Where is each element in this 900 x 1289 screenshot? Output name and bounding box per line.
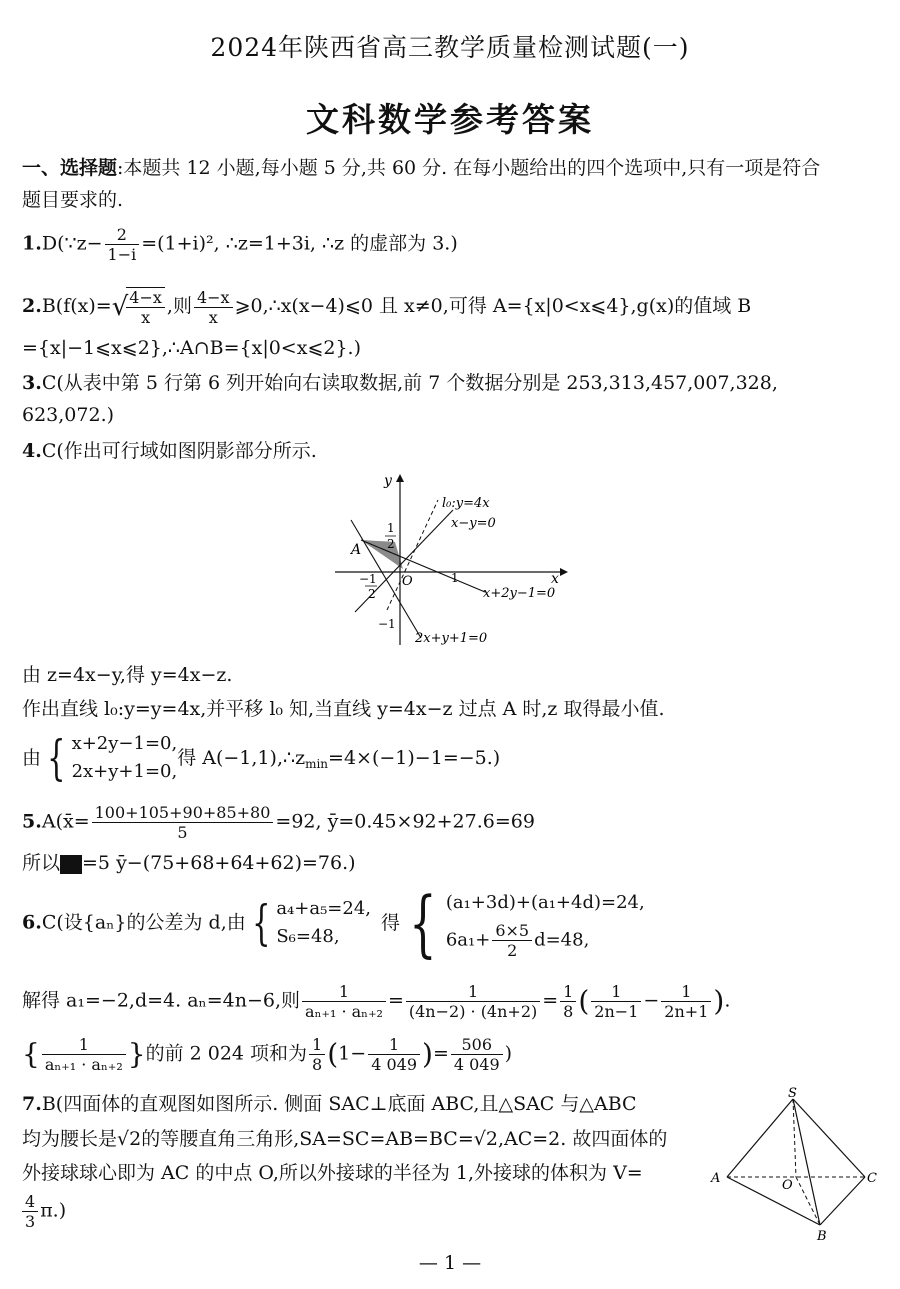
q4-equations	[72, 730, 178, 786]
vertex-b-label: B	[817, 1229, 827, 1244]
tick-neg-half-den: 2	[368, 587, 376, 601]
q5-line2-b: =5 ȳ−(75+68+64+62)=76.)	[82, 852, 356, 874]
q6-f4-num: 1	[591, 982, 641, 1002]
tick-neg-half-num: −1	[359, 572, 377, 586]
q6-l3-frac	[42, 1035, 126, 1074]
point-a-label: A	[351, 542, 362, 558]
section-intro-text: :本题共 12 小题,每小题 5 分,共 60 分. 在每小题给出的四个选项中,只有一项是符合	[117, 157, 821, 179]
edge-ob-hidden	[796, 1177, 820, 1225]
q5-text-a: A(x̄=	[41, 810, 90, 833]
edge-sb	[793, 1099, 820, 1225]
q2-text-a: B(f(x)=	[41, 295, 112, 317]
q6-l3-f1-num: 1	[309, 1035, 325, 1055]
q6-f1	[302, 982, 386, 1021]
q2-text-b: ,则	[166, 295, 192, 317]
q6-sys1-eq2: S₆=48,	[276, 925, 340, 947]
period: .	[724, 989, 731, 1012]
section-intro-line2: 题目要求的.	[22, 189, 124, 211]
q6-system-2	[446, 885, 645, 960]
q6-sys2-tail: d=48,	[534, 929, 590, 951]
q4-sys-pre: 由	[22, 747, 42, 769]
q6-l3-f3-den: 4 049	[453, 1055, 500, 1074]
l3-label: 2x+y+1=0	[415, 631, 488, 646]
q4-sys-post: 得 A(−1,1),∴z	[177, 747, 306, 769]
q7-frac	[22, 1192, 38, 1231]
q2	[22, 287, 882, 327]
q6-l3-f1	[309, 1035, 325, 1074]
q7-line3: 外接球球心即为 AC 的中点 O,所以外接球的半径为 1,外接球的体积为 V=	[22, 1162, 643, 1184]
q3-line1: C(从表中第 5 行第 6 列开始向右读取数据,前 7 个数据分别是 253,313,457,007,328,	[41, 372, 778, 394]
q6-sys2-eq2-a: 6a₁+	[445, 929, 491, 951]
q6-sys2-frac-num: 6×5	[492, 921, 532, 941]
paren-open: (	[578, 984, 590, 1018]
q6-f3	[560, 982, 576, 1021]
y-axis-label: y	[384, 473, 392, 489]
q6-brace-1: {	[251, 894, 271, 951]
tick-half-num: 1	[387, 521, 395, 535]
x-axis-label: x	[551, 571, 559, 587]
q4-brace: {	[47, 730, 66, 786]
center-o-label: O	[782, 1178, 793, 1193]
section-intro	[22, 156, 882, 180]
l1-label: x−y=0	[451, 516, 496, 531]
q6-f4-den: 2n−1	[594, 1002, 639, 1021]
tick-one: 1	[451, 571, 459, 585]
q6-f1-num: 1	[302, 982, 386, 1002]
q7-line2: 均为腰长是√2的等腰直角三角形,SA=SC=AB=BC=√2,AC=2. 故四面体的	[22, 1128, 668, 1150]
q5-num: 5.	[22, 810, 42, 833]
q1	[22, 225, 882, 264]
q6-sys2-frac	[492, 921, 532, 960]
q7-line4	[22, 1192, 712, 1231]
page-number: — 1 —	[418, 1252, 482, 1274]
q1-text-a: D(∵z−	[41, 232, 103, 255]
minus-sign: −	[643, 989, 660, 1012]
one: 1−	[338, 1042, 367, 1065]
q7-frac-den: 3	[25, 1212, 36, 1231]
q4-line-b: 作出直线 l₀:y=y=4x,并平移 l₀ 知,当直线 y=4x−z 过点 A 时,z 取得最小值.	[22, 698, 665, 720]
q7-num: 7.	[22, 1093, 42, 1115]
tick-neg-one: −1	[378, 617, 396, 631]
q6-l3-f2-den: 4 049	[371, 1055, 417, 1074]
set-close: }	[127, 1037, 146, 1071]
edge-sa	[727, 1099, 793, 1177]
q5-fraction	[92, 803, 274, 842]
q5	[22, 803, 882, 842]
vertex-a-label: A	[711, 1171, 721, 1186]
q4-eq2: 2x+y+1=0,	[71, 761, 178, 782]
q6-l3-f2-num: 1	[368, 1035, 420, 1055]
tick-half-den: 2	[387, 537, 395, 551]
q2-num: 2.	[22, 295, 42, 317]
q2-sqrt-den: x	[141, 308, 151, 327]
q6-l3-f1-den: 8	[312, 1055, 323, 1074]
q4	[22, 439, 882, 463]
q7-frac-num: 4	[22, 1192, 38, 1212]
x-axis-arrow	[560, 568, 568, 576]
q6-line3-a: 的前 2 024 项和为	[145, 1042, 308, 1065]
q4-text: C(作出可行域如图阴影部分所示.	[41, 440, 317, 462]
q6-line3	[22, 1035, 882, 1074]
q1-frac-den: 1−i	[107, 245, 137, 264]
q6-sys2-eq2	[446, 921, 645, 960]
paren-open-2: (	[327, 1037, 339, 1071]
eq-sign-1: =	[387, 989, 404, 1012]
q3-num: 3.	[22, 372, 42, 394]
q6-f2-den: (4n−2) · (4n+2)	[408, 1002, 538, 1021]
blank-block	[60, 855, 82, 874]
q5-text-b: =92, ȳ=0.45×92+27.6=69	[275, 810, 535, 833]
q6-f5-den: 2n+1	[664, 1002, 709, 1021]
q4-sub-min: min	[305, 756, 329, 771]
set-open: {	[22, 1037, 40, 1071]
l2-label: x+2y−1=0	[483, 586, 556, 601]
q5-frac-den: 5	[177, 823, 188, 842]
q5-line2	[22, 851, 882, 875]
edge-ab	[727, 1177, 820, 1225]
q6-text-b: 得	[381, 911, 401, 934]
q2-text-c: ⩾0,∴x(x−4)⩽0 且 x≠0,可得 A={x|0<x⩽4},g(x)的值域 B	[234, 295, 752, 317]
q6-f2-num: 1	[406, 982, 540, 1002]
q1-fraction	[105, 225, 140, 264]
q6-f4	[591, 982, 641, 1021]
paren-close-2: )	[422, 1037, 433, 1071]
q6-l3-f3	[451, 1035, 503, 1074]
vertex-s-label: S	[788, 1086, 797, 1101]
q3-line2: 623,072.)	[22, 404, 115, 426]
feasible-region-graph	[325, 470, 575, 650]
eq-sign-2: =	[542, 989, 559, 1012]
q6-l3-f3-num: 506	[451, 1035, 503, 1055]
q4-eq1: x+2y−1=0,	[71, 733, 178, 754]
q2-frac-num: 4−x	[194, 288, 233, 308]
q6-sys2-eq1: (a₁+3d)+(a₁+4d)=24,	[445, 892, 645, 913]
q3	[22, 371, 882, 395]
paren-close: )	[713, 984, 725, 1018]
close-paren: )	[504, 1042, 513, 1065]
y-axis-arrow	[396, 474, 404, 482]
q4-num: 4.	[22, 440, 42, 462]
q2-sqrt-num: 4−x	[126, 288, 165, 308]
doc-title: 文科数学参考答案	[306, 100, 594, 139]
line-x-plus-2y	[361, 540, 485, 592]
q6-l3-frac-num: 1	[42, 1035, 126, 1055]
q4-line-a: 由 z=4x−y,得 y=4x−z.	[22, 664, 233, 686]
q7-line1: B(四面体的直观图如图所示. 侧面 SAC⊥底面 ABC,且△SAC 与△ABC	[41, 1093, 637, 1115]
q6-text-a: C(设{aₙ}的公差为 d,由	[41, 911, 246, 934]
q1-frac-num: 2	[105, 225, 140, 245]
q2-sqrt-fraction	[126, 287, 165, 327]
q6-l3-frac-den: aₙ₊₁ · aₙ₊₂	[44, 1055, 123, 1074]
q6-sys1-eq1: a₄+a₅=24,	[276, 897, 371, 919]
q4-sys-tail: =4×(−1)−1=−5.)	[328, 747, 501, 769]
q5-line2-a: 所以	[22, 852, 61, 874]
q2-frac-den: x	[208, 307, 218, 327]
q6-l3-f2	[368, 1035, 420, 1074]
tetrahedron-figure	[705, 1085, 885, 1245]
eq-sign-3: =	[432, 1042, 449, 1065]
vertex-c-label: C	[867, 1171, 877, 1186]
l0-label: l₀:y=4x	[442, 496, 490, 511]
q6-num: 6.	[22, 911, 42, 934]
q6-f3-den: 8	[563, 1002, 574, 1021]
q6-f5	[661, 982, 711, 1021]
q6-sys2-frac-den: 2	[507, 941, 518, 960]
q1-num: 1.	[22, 232, 42, 255]
q4-system	[22, 730, 882, 786]
q6-line2-a: 解得 a₁=−2,d=4. aₙ=4n−6,则	[22, 989, 301, 1012]
sqrt-sign: √	[111, 292, 129, 322]
q6-system-1	[276, 895, 371, 951]
edge-bc	[820, 1177, 865, 1225]
q7	[22, 1092, 712, 1116]
origin-label: O	[402, 574, 413, 589]
edge-sc	[793, 1099, 865, 1177]
q1-text-b: =(1+i)², ∴z=1+3i, ∴z 的虚部为 3.)	[141, 232, 458, 255]
q6	[22, 880, 882, 965]
exam-title: 2024年陕西省高三教学质量检测试题(一)	[210, 33, 690, 62]
section-label: 一、选择题	[22, 157, 118, 179]
q7-line4-tail: π.)	[40, 1199, 67, 1222]
q6-line2	[22, 982, 882, 1021]
q6-f2	[406, 982, 540, 1021]
q6-f1-den: aₙ₊₁ · aₙ₊₂	[305, 1002, 383, 1021]
q2-fraction	[194, 288, 233, 327]
q2-line2: ={x|−1⩽x⩽2},∴A∩B={x|0<x⩽2}.)	[22, 337, 361, 359]
q6-f3-num: 1	[560, 982, 576, 1002]
q5-frac-num: 100+105+90+85+80	[92, 803, 274, 823]
q6-brace-2: {	[409, 880, 437, 965]
q6-f5-num: 1	[661, 982, 711, 1002]
